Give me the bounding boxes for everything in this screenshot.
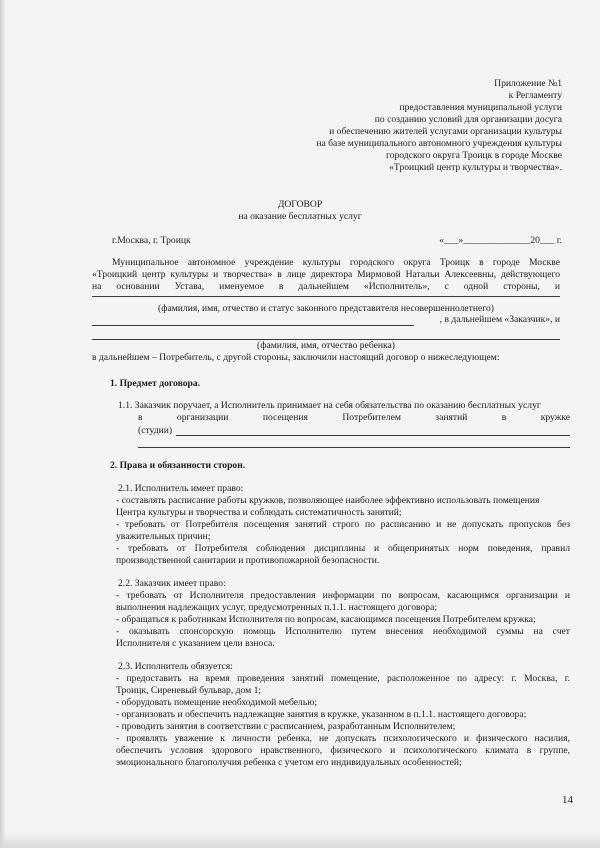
section-2-3-line: - организовать и обеспечить надлежащие занятия в кружке, указанном в п.1.1. настоящего договора;: [116, 709, 527, 720]
studio-fill-line-2: [138, 447, 570, 448]
section-2-3-line: эмоционального благополучия ребенка с учетом его индивидуальных особенностей;: [116, 757, 462, 768]
appendix-line-3: предоставления муниципальной услуги: [399, 102, 562, 113]
section-2-3-line: - предоставить на время проведения занятий помещение, расположенное по адресу: г. Москва, г.: [116, 673, 570, 684]
section-1-1-line-1: 1.1. Заказчик поручает, а Исполнитель принимает на себя обязательства по оказанию бесплатных услуг: [118, 400, 541, 411]
appendix-line-6: на базе муниципального автономного учреждения культуры: [316, 138, 562, 149]
scan-bottom-edge: [0, 832, 600, 848]
section-1-heading: 1. Предмет договора.: [110, 378, 201, 389]
section-2-1-title: 2.1. Исполнитель имеет право:: [118, 483, 244, 494]
preamble-line-1: Муниципальное автономное учреждение культуры городского округа Троицк в городе Москве: [112, 257, 560, 268]
appendix-line-4: по созданию условий для организации досуга: [374, 114, 562, 125]
appendix-line-5: и обеспечению жителей услугами организации культуры: [329, 126, 562, 137]
section-2-1-line: производственной санитарии и противопожарной безопасности.: [116, 555, 380, 566]
contract-date: «___»______________20___ г.: [439, 235, 562, 246]
section-2-2-line: - оказывать спонсорскую помощь Исполнителю путем внесения необходимой суммы на счет: [116, 626, 570, 637]
section-2-1-line: - требовать от Потребителя соблюдения дисциплины и общепринятых норм поведения, правил: [116, 543, 570, 554]
section-1-1-line-2: в организации посещения Потребителем занятий в кружке: [138, 412, 570, 423]
appendix-line-7: городского округа Троицк в городе Москве: [386, 150, 562, 161]
preamble-line-3: на основании Устава, именуемое в дальнейшем «Исполнитель», с одной стороны, и: [92, 281, 560, 292]
section-2-2-title: 2.2. Заказчик имеет право:: [118, 578, 226, 589]
section-2-3-line: - проводить занятия в соответствии с расписанием, разработанным Исполнителем;: [116, 721, 456, 732]
contract-place: г.Москва, г. Троицк: [112, 235, 191, 246]
page-number: 14: [562, 794, 573, 806]
document-title: ДОГОВОР: [277, 199, 323, 210]
preamble-end: в дальнейшем – Потребитель, с другой стороны, заключили настоящий договор о нижеследующем:: [92, 352, 500, 363]
document-subtitle: на оказание бесплатных услуг: [238, 211, 362, 222]
section-2-3-title: 2.3. Исполнитель обязуется:: [118, 661, 233, 672]
appendix-line-2: к Регламенту: [508, 90, 562, 101]
appendix-line-1: Приложение №1: [494, 78, 562, 89]
section-2-2-line: - обращаться к работникам Исполнителя по вопросам, касающимся посещения Потребителем кружка;: [116, 614, 536, 625]
studio-fill-line: [176, 435, 570, 436]
section-2-2-line: Исполнителя с указанием цели взноса.: [116, 638, 275, 649]
customer-fill-line: [92, 325, 414, 326]
section-2-2-line: - требовать от Исполнителя предоставления информации по вопросам, касающимся организации и: [116, 590, 570, 601]
section-2-1-line: - требовать от Потребителя посещения занятий строго по расписанию и не допускать пропусков без: [116, 519, 570, 530]
preamble-line-2: «Троицкий центр культуры и творчества» в лице директора Мирмовой Натальи Алексеевны, действующего: [92, 269, 560, 280]
child-caption: (фамилия, имя, отчество ребенка): [257, 340, 395, 351]
section-2-1-line: - составлять расписание работы кружков, позволяющее наиболее эффективно использовать помещения: [116, 495, 540, 506]
parent-fill-line: [92, 296, 560, 297]
section-1-1-line-3: (студии): [138, 425, 173, 436]
section-2-3-line: - проявлять уважение к личности ребенка, не допускать психологического и физического насилия,: [116, 733, 570, 744]
section-2-1-line: уважительных причин;: [116, 531, 211, 542]
section-2-3-line: - оборудовать помещение необходимой мебелью;: [116, 697, 318, 708]
section-2-3-line: Троицк, Сиреневый бульвар, дом 1;: [116, 685, 262, 696]
section-2-heading: 2. Права и обязанности сторон.: [110, 460, 246, 471]
scan-edge-shadow: [0, 0, 6, 848]
parent-caption: (фамилия, имя, отчество и статус законного представителя несовершеннолетнего): [158, 303, 494, 314]
appendix-line-8: «Троицкий центр культуры и творчества».: [389, 162, 562, 173]
section-2-2-line: выполнения надлежащих услуг, предусмотренных п.1.1. настоящего договора;: [116, 602, 438, 613]
section-2-1-line: Центра культуры и творчества и соблюдать систематичность занятий;: [116, 507, 402, 518]
section-2-3-line: обеспечить условия здорового нравственного, физического и психологического климата в группе,: [116, 745, 570, 756]
customer-suffix: , в дальнейшем «Заказчик», и: [439, 314, 560, 325]
